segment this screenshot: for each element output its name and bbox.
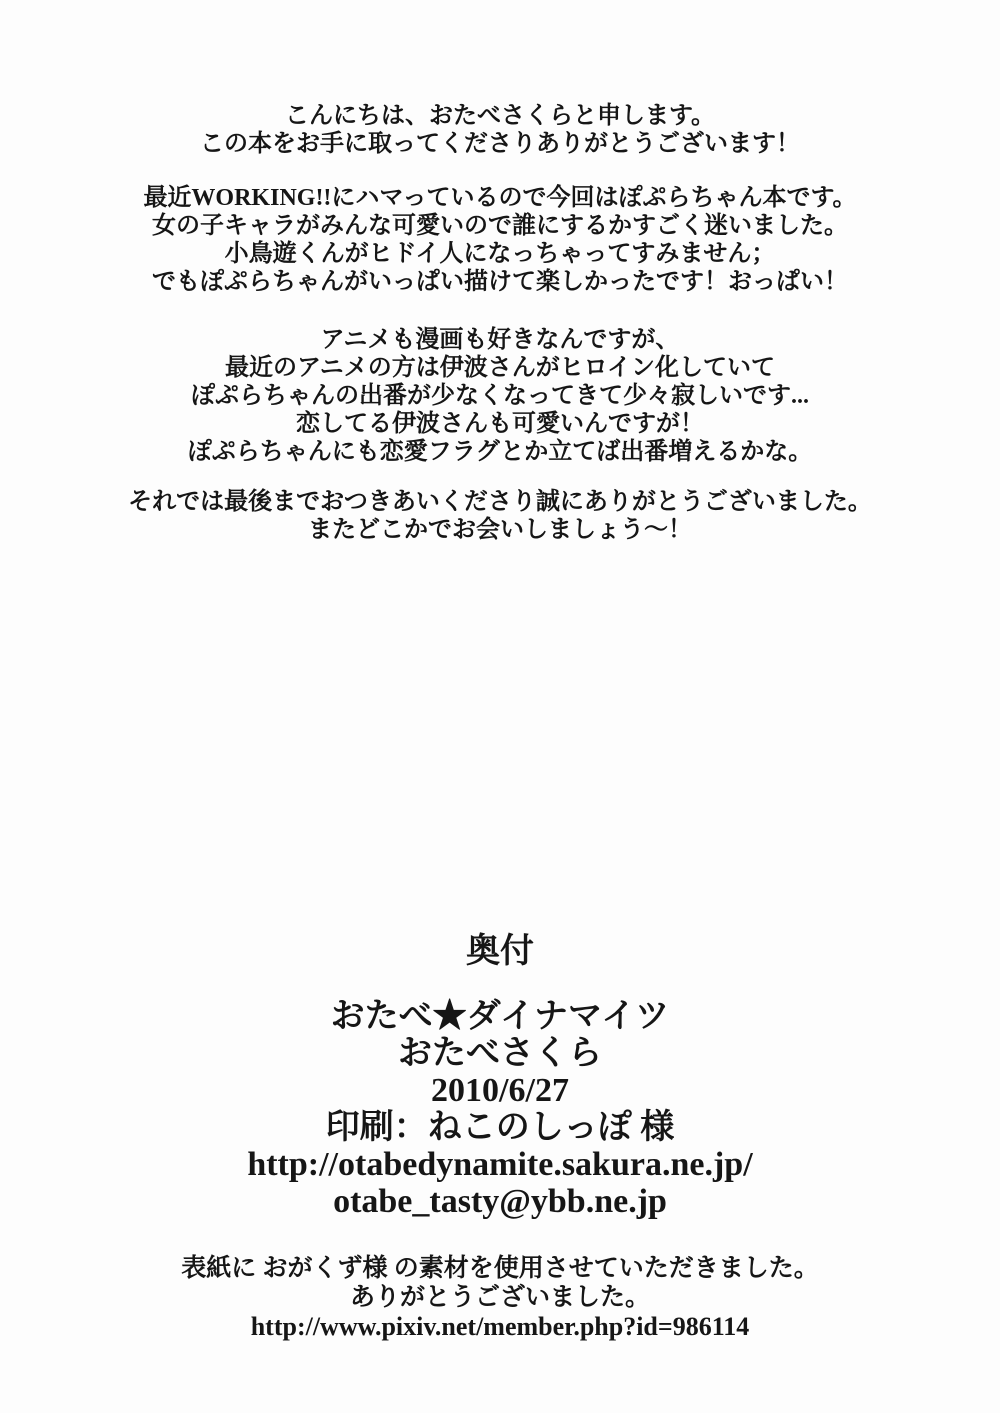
afterword-line: それでは最後までおつきあいくださり誠にありがとうございました。: [128, 489, 872, 515]
material-credit-line: 表紙に おがくず様 の素材を使用させていただきました。: [181, 1255, 819, 1282]
afterword-line: この本をお手に取ってくださりありがとうございます！: [200, 131, 800, 157]
afterword-line: 最近のアニメの方は伊波さんがヒロイン化していて: [224, 355, 776, 381]
afterword-paragraph: [0, 488, 1000, 544]
afterword-line: 最近WORKING!!にハマっているので今回はぽぷらちゃん本です。: [143, 185, 857, 211]
afterword-line: ぽぷらちゃんの出番が少なくなってきて少々寂しいです...: [191, 383, 809, 409]
publish-date: 2010/6/27: [431, 1072, 569, 1109]
afterword-paragraph: [0, 326, 1000, 466]
colophon-heading: 奥付: [466, 933, 534, 970]
afterword-line: 女の子キャラがみんな可愛いので誰にするかすごく迷いました。: [152, 213, 848, 239]
afterword-line: 小鳥遊くんがヒドイ人になっちゃってすみません；: [224, 241, 776, 267]
afterword-line: アニメも漫画も好きなんですが、: [320, 327, 680, 353]
circle-name: おたべ★ダイナマイツ: [330, 998, 670, 1035]
afterword-line: 恋してる伊波さんも可愛いんですが！: [296, 411, 704, 437]
pixiv-url: http://www.pixiv.net/member.php?id=986114: [250, 1312, 750, 1341]
afterword-line: またどこかでお会いしましょう～！: [308, 517, 692, 543]
afterword-paragraph: [0, 184, 1000, 296]
thanks-line: ありがとうございました。: [349, 1284, 650, 1311]
afterword-line: こんにちは、おたべさくらと申します。: [284, 103, 716, 129]
afterword-line: でもぽぷらちゃんがいっぱい描けて楽しかったです！おっぱい！: [152, 269, 848, 295]
afterword-paragraph: [0, 102, 1000, 158]
printer-credit: 印刷：ねこのしっぽ 様: [325, 1109, 675, 1146]
colophon-section: [0, 932, 1000, 1220]
email-address: otabe_tasty@ybb.ne.jp: [333, 1183, 667, 1220]
afterword-line: ぽぷらちゃんにも恋愛フラグとか立てば出番増えるかな。: [187, 439, 813, 465]
cover-credits-section: [0, 1254, 1000, 1341]
colophon-details: [0, 998, 1000, 1220]
author-name: おたべさくら: [398, 1035, 602, 1072]
website-url: http://otabedynamite.sakura.ne.jp/: [247, 1146, 753, 1183]
afterword-section: [0, 0, 1000, 544]
